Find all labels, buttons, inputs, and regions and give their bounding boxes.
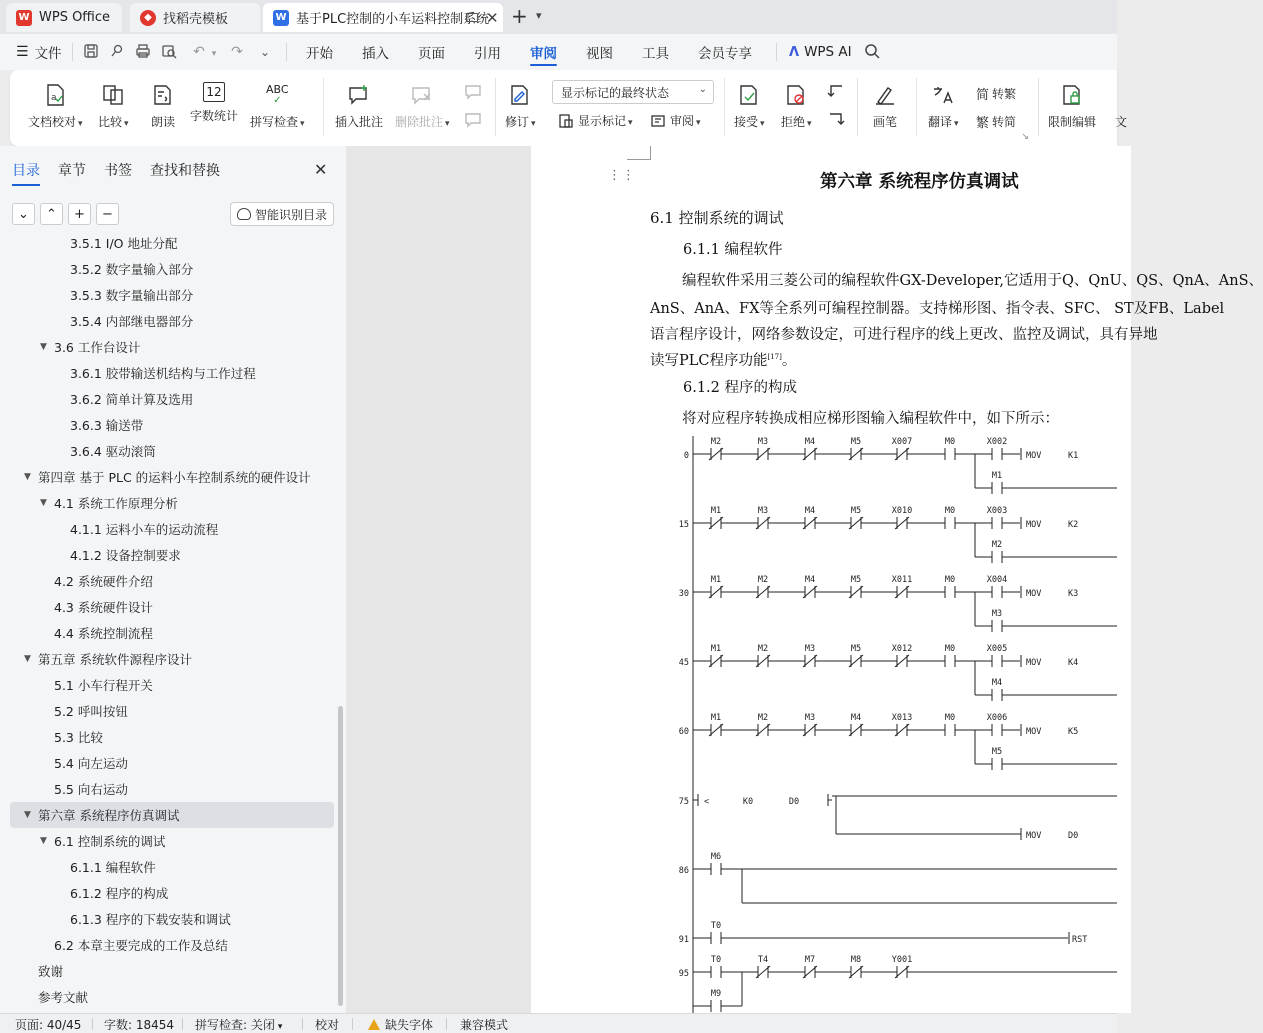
- toc-item[interactable]: [0, 568, 336, 594]
- contact-label: M3: [991, 609, 1003, 619]
- nav-tabs: [12, 160, 220, 180]
- tab-wps-office[interactable]: [6, 3, 122, 32]
- doc-check-label: 文档校对 ▾: [28, 113, 83, 130]
- contact-label: M3: [757, 506, 769, 516]
- paragraph-line: 编程软件采用三菱公司的编程软件GX-Developer,它适用于Q、QnU、QS、QnA、AnS、: [682, 273, 1263, 289]
- markup-mode-select[interactable]: [552, 80, 714, 104]
- contact-label: M1: [991, 471, 1003, 481]
- instruction: MOV: [1026, 658, 1042, 668]
- drag-handle-icon[interactable]: ⋮⋮: [608, 168, 636, 183]
- subsection-heading: 6.1.2 程序的构成: [683, 380, 798, 396]
- instruction-operand: K4: [1068, 658, 1079, 668]
- page-indicator[interactable]: 页面: 40/45: [15, 1018, 82, 1032]
- menu-view[interactable]: 视图: [586, 46, 613, 62]
- toc-item[interactable]: [0, 542, 336, 568]
- word-count-status[interactable]: 字数: 18454: [104, 1018, 175, 1032]
- contact-label: M8: [850, 955, 862, 965]
- compare-operator: <: [704, 797, 710, 807]
- next-comment-icon[interactable]: [463, 110, 487, 130]
- contact-label: X011: [891, 575, 913, 585]
- save-icon[interactable]: [82, 43, 100, 61]
- toc-item-label: 4.1.1 运料小车的运动流程: [70, 522, 219, 537]
- paragraph-text: 。: [781, 353, 797, 369]
- contact-label: X012: [891, 644, 913, 654]
- toc-item-label: 5.5 向右运动: [54, 782, 128, 797]
- writer-icon: W: [273, 10, 289, 26]
- toc-item[interactable]: [0, 828, 336, 854]
- toc-item[interactable]: [0, 984, 336, 1010]
- expand-arrow-icon[interactable]: ▼: [40, 498, 47, 508]
- contact-label: M2: [757, 575, 769, 585]
- contact-label: M3: [804, 713, 816, 723]
- smart-toc-icon: [237, 208, 251, 220]
- collapse-up-button[interactable]: ⌃: [40, 203, 63, 225]
- spell-check-label: 拼写检查 ▾: [250, 113, 305, 130]
- chevron-down-icon: ▾: [277, 1022, 283, 1032]
- translate-icon: [930, 82, 956, 108]
- review-pane-button[interactable]: [650, 112, 701, 129]
- file-menu[interactable]: [16, 34, 62, 70]
- to-traditional-label: 转繁: [992, 87, 1017, 101]
- insert-comment-icon: [346, 82, 372, 108]
- contact-label: M4: [804, 437, 816, 447]
- contact-label: T0: [710, 921, 722, 931]
- divider: [72, 43, 73, 61]
- menu-tools[interactable]: 工具: [642, 46, 669, 62]
- instruction: MOV: [1026, 451, 1042, 461]
- new-tab-icon[interactable]: +: [511, 4, 528, 28]
- status-bar: [0, 1013, 1117, 1033]
- share-icon[interactable]: [108, 43, 126, 61]
- toc-item[interactable]: [0, 490, 336, 516]
- step-number: 86: [678, 866, 689, 876]
- toc-item[interactable]: [0, 776, 336, 802]
- contact-label: X007: [891, 437, 913, 447]
- contact-label: M4: [991, 678, 1003, 688]
- toc-item[interactable]: [0, 854, 336, 880]
- toc-item-label: 3.5.1 I/O 地址分配: [70, 236, 178, 251]
- toc-item-label: 5.3 比较: [54, 730, 103, 745]
- read-aloud-icon: [150, 82, 176, 108]
- nav-tab-toc[interactable]: 目录: [12, 160, 40, 180]
- print-icon[interactable]: [134, 43, 152, 61]
- hamburger-icon: ☰: [16, 44, 29, 60]
- toc-item[interactable]: [0, 256, 336, 282]
- document-protect-label: 文: [1114, 115, 1127, 129]
- toc-item[interactable]: [0, 958, 336, 984]
- instruction: MOV: [1026, 589, 1042, 599]
- toc-item-label: 4.2 系统硬件介绍: [54, 574, 153, 589]
- paragraph-line: AnS、AnA、FX等全系列可编程控制器。支持梯形图、指令表、SFC、 ST及FB、Label: [650, 301, 1225, 317]
- contact-label: M0: [944, 506, 956, 516]
- insert-comment-button[interactable]: [335, 82, 383, 130]
- docer-icon: ◆: [140, 10, 156, 26]
- title-tab-bar: [0, 0, 1117, 34]
- divider: [776, 43, 777, 61]
- chevron-down-icon[interactable]: ▾: [536, 9, 542, 22]
- close-tab-icon[interactable]: ✕: [486, 8, 499, 27]
- review-pane-icon: [650, 113, 666, 129]
- toc-item[interactable]: [0, 360, 336, 386]
- toc-item-label: 3.5.4 内部继电器部分: [70, 314, 194, 329]
- toc-item-label: 4.4 系统控制流程: [54, 626, 153, 641]
- review-pane-label: 审阅 ▾: [670, 112, 701, 129]
- close-icon[interactable]: ✕: [314, 160, 328, 179]
- toc-item[interactable]: [0, 230, 336, 256]
- step-number: 0: [683, 451, 689, 461]
- divider: [446, 1018, 447, 1030]
- contact-label: M5: [850, 575, 862, 585]
- expand-down-button[interactable]: ⌄: [12, 203, 35, 225]
- page-crop-mark: [627, 146, 651, 160]
- markup-mode-value: 显示标记的最终状态: [561, 86, 670, 100]
- toc-item-label: 4.1.2 设备控制要求: [70, 548, 181, 563]
- toc-item-label: 5.2 呼叫按钮: [54, 704, 128, 719]
- lock-doc-icon: [1059, 82, 1085, 108]
- redo-icon[interactable]: ↷: [231, 44, 243, 60]
- show-markup-button[interactable]: [558, 112, 633, 129]
- review-ribbon: [10, 70, 1127, 146]
- contact-label: M4: [804, 575, 816, 585]
- contact-label: M0: [944, 437, 956, 447]
- toc-item-label: 第四章 基于 PLC 的运料小车控制系统的硬件设计: [38, 470, 311, 485]
- next-change-icon[interactable]: [826, 110, 850, 130]
- contact-label: M4: [804, 506, 816, 516]
- toc-item-label: 5.4 向左运动: [54, 756, 128, 771]
- contact-label: T4: [757, 955, 769, 965]
- divider: [323, 78, 324, 136]
- contact-label: M0: [944, 575, 956, 585]
- word-count-button[interactable]: [190, 82, 238, 124]
- add-heading-button[interactable]: +: [68, 203, 91, 225]
- compare-button[interactable]: [98, 82, 129, 130]
- contact-label: X005: [986, 644, 1008, 654]
- toc-item-label: 4.3 系统硬件设计: [54, 600, 153, 615]
- spell-check-icon: ABC ✓: [265, 83, 289, 106]
- restrict-edit-label: 限制编辑: [1048, 115, 1097, 129]
- undo-dropdown-icon[interactable]: ▾: [211, 49, 217, 59]
- paragraph-line: 语言程序设计，网络参数设定，可进行程序的线上更改、监控及调试，具有异地: [650, 327, 1158, 343]
- subsection-heading: 6.1.1 编程软件: [683, 242, 783, 258]
- accept-icon: [736, 82, 762, 108]
- warning-icon: [368, 1019, 380, 1030]
- toc-item-label: 3.6.4 驱动滚筒: [70, 444, 156, 459]
- menu-page[interactable]: 页面: [418, 46, 445, 62]
- contact-label: M2: [991, 540, 1003, 550]
- toc-item[interactable]: [0, 724, 336, 750]
- navigation-pane: [0, 146, 346, 1013]
- wps-ai-label: WPS AI: [804, 44, 852, 60]
- contact-label: M4: [850, 713, 862, 723]
- nav-tab-bookmarks[interactable]: 书签: [104, 163, 132, 179]
- tab-label: 找稻壳模板: [163, 12, 229, 27]
- more-chevron-icon[interactable]: ⌄: [259, 45, 271, 59]
- track-changes-icon: [507, 82, 533, 108]
- toc-item-label: 致谢: [38, 964, 64, 979]
- contact-label: X010: [891, 506, 913, 516]
- nav-scrollbar[interactable]: [338, 706, 343, 1006]
- expand-arrow-icon[interactable]: ▼: [40, 342, 47, 352]
- instruction: RST: [1072, 935, 1088, 945]
- toc-item[interactable]: [0, 698, 336, 724]
- toc-item[interactable]: [0, 464, 336, 490]
- tab-docer-templates[interactable]: [130, 3, 260, 32]
- toc-item[interactable]: [0, 282, 336, 308]
- section-heading: 6.1 控制系统的调试: [650, 209, 784, 227]
- divider: [495, 78, 496, 136]
- toc-item[interactable]: [0, 672, 336, 698]
- print-preview-icon[interactable]: [160, 43, 178, 61]
- missing-font-status[interactable]: [368, 1016, 433, 1033]
- step-number: 30: [678, 589, 689, 599]
- expand-arrow-icon[interactable]: ▼: [24, 472, 31, 482]
- delete-comment-label: 删除批注 ▾: [395, 113, 450, 130]
- to-traditional-button[interactable]: [976, 84, 1016, 103]
- spell-check-status[interactable]: [195, 1016, 282, 1033]
- instruction-operand: K1: [1068, 451, 1079, 461]
- accept-label: 接受 ▾: [734, 113, 765, 130]
- delete-comment-icon: [409, 82, 435, 108]
- chevron-down-icon: ⌄: [698, 84, 707, 95]
- toc-item-label: 6.1.1 编程软件: [70, 860, 156, 875]
- toc-item-label: 6.2 本章主要完成的工作及总结: [54, 938, 228, 953]
- contact-label: M5: [850, 437, 862, 447]
- accept-button[interactable]: [734, 82, 765, 130]
- revise-label: 修订 ▾: [505, 113, 536, 130]
- paragraph-line: [650, 349, 796, 370]
- doc-check-icon: [42, 82, 68, 108]
- expand-arrow-icon[interactable]: ▼: [40, 836, 47, 846]
- menu-insert[interactable]: 插入: [362, 46, 389, 62]
- reject-button[interactable]: [781, 82, 812, 130]
- toc-item[interactable]: [0, 906, 336, 932]
- toc-item[interactable]: [0, 880, 336, 906]
- step-number: 60: [678, 727, 689, 737]
- proofread-status[interactable]: 校对: [315, 1018, 340, 1032]
- divider: [182, 1018, 183, 1030]
- reject-icon: [783, 82, 809, 108]
- paragraph-line: 将对应程序转换成相应梯形图输入编程软件中，如下所示：: [682, 411, 1059, 427]
- contact-label: M5: [991, 747, 1003, 757]
- contact-label: M2: [710, 437, 722, 447]
- doc-icon: [1108, 82, 1134, 108]
- step-number: 95: [678, 969, 689, 979]
- ladder-diagram: [680, 432, 1117, 1013]
- contact-label: X013: [891, 713, 913, 723]
- instruction: MOV: [1026, 831, 1042, 841]
- divider: [724, 78, 725, 136]
- toc-item-label: 4.1 系统工作原理分析: [54, 496, 178, 511]
- divider: [286, 43, 287, 61]
- contact-label: M2: [757, 644, 769, 654]
- toc-item-label: 3.6.3 输送带: [70, 418, 144, 433]
- step-number: 45: [678, 658, 689, 668]
- monitor-icon: [466, 13, 478, 22]
- contact-label: X004: [986, 575, 1008, 585]
- pen-label: 画笔: [872, 115, 897, 129]
- contact-label: M3: [757, 437, 769, 447]
- show-markup-label: 显示标记 ▾: [578, 112, 633, 129]
- spell-check-status-label: 拼写检查: 关闭: [195, 1018, 275, 1032]
- revise-button[interactable]: [505, 82, 536, 130]
- word-count-icon: [203, 82, 225, 102]
- toc-item-label: 参考文献: [38, 990, 89, 1005]
- instruction-operand: K2: [1068, 520, 1079, 530]
- to-simplified-label: 转简: [992, 115, 1017, 129]
- divider: [1038, 78, 1039, 136]
- toc-item-label: 3.5.3 数字量输出部分: [70, 288, 194, 303]
- toc-item[interactable]: [0, 412, 336, 438]
- toc-item-label: 5.1 小车行程开关: [54, 678, 153, 693]
- contact-label: M0: [944, 713, 956, 723]
- contact-label: M1: [710, 575, 722, 585]
- toc-item-label: 第六章 系统程序仿真调试: [38, 808, 180, 823]
- toc-item-label: 6.1.2 程序的构成: [70, 886, 169, 901]
- instruction-operand: K5: [1068, 727, 1079, 737]
- wps-ai-icon: ᐱ: [789, 44, 800, 60]
- word-count-icon-text: 12: [206, 85, 222, 99]
- contact-label: M6: [710, 852, 722, 862]
- search-icon[interactable]: [863, 43, 881, 61]
- toc-item-label: 3.5.2 数字量输入部分: [70, 262, 194, 277]
- citation[interactable]: [17]: [767, 353, 782, 362]
- compare-operand: K0: [742, 797, 754, 807]
- contact-label: T0: [710, 955, 722, 965]
- nav-tab-chapters[interactable]: 章节: [58, 163, 86, 179]
- spell-check-button[interactable]: [250, 82, 305, 130]
- contact-label: X006: [986, 713, 1008, 723]
- remove-heading-button[interactable]: −: [96, 203, 119, 225]
- menu-home[interactable]: 开始: [306, 46, 333, 62]
- contact-label: M5: [850, 644, 862, 654]
- insert-comment-label: 插入批注: [335, 115, 384, 129]
- contact-label: M1: [710, 644, 722, 654]
- pen-icon: [872, 82, 898, 108]
- paragraph-text: 读写PLC程序功能: [650, 353, 768, 369]
- contact-label: X002: [986, 437, 1008, 447]
- expand-arrow-icon[interactable]: ▼: [24, 810, 31, 820]
- contact-label: M0: [944, 644, 956, 654]
- compare-label: 比较 ▾: [98, 113, 129, 130]
- toc-item[interactable]: [0, 750, 336, 776]
- tab-label: 基于PLC控制的小车运料控制系统: [296, 12, 490, 27]
- previous-comment-icon[interactable]: [463, 82, 487, 102]
- compare-operand: D0: [788, 797, 800, 807]
- toc-item-label: 6.1 控制系统的调试: [54, 834, 166, 849]
- toc-item[interactable]: [0, 594, 336, 620]
- contact-label: M5: [850, 506, 862, 516]
- menu-references[interactable]: 引用: [474, 46, 501, 62]
- toc-item[interactable]: [0, 646, 336, 672]
- contact-label: Y001: [891, 955, 913, 965]
- menu-review[interactable]: 审阅: [530, 34, 557, 70]
- divider: [302, 1018, 303, 1030]
- previous-change-icon[interactable]: [826, 82, 850, 102]
- toc-item[interactable]: [10, 802, 334, 828]
- toc-item[interactable]: [0, 438, 336, 464]
- undo-icon[interactable]: ↶: [193, 44, 205, 60]
- compare-icon: [100, 82, 126, 108]
- translate-button[interactable]: [928, 82, 959, 130]
- menu-membership[interactable]: 会员专享: [698, 46, 752, 62]
- smart-toc-button[interactable]: [230, 202, 334, 226]
- instruction: MOV: [1026, 727, 1042, 737]
- translate-label: 翻译 ▾: [928, 113, 959, 130]
- chapter-title: 第六章 系统程序仿真调试: [820, 172, 1019, 192]
- pen-button[interactable]: [872, 82, 898, 130]
- read-aloud-button[interactable]: [150, 82, 176, 130]
- toc-item-label: 第五章 系统软件源程序设计: [38, 652, 192, 667]
- divider: [916, 78, 917, 136]
- document-protect-button[interactable]: [1108, 82, 1134, 130]
- toc-item-label: 3.6.1 胶带输送机结构与工作过程: [70, 366, 256, 381]
- toc-item[interactable]: [0, 932, 336, 958]
- divider: [92, 1018, 93, 1030]
- instruction-operand: D0: [1068, 831, 1079, 841]
- to-simplified-button[interactable]: [976, 112, 1016, 131]
- toc-item-label: 6.1.3 程序的下载安装和调试: [70, 912, 231, 927]
- svg-text:a: a: [51, 93, 57, 103]
- contact-label: M1: [710, 713, 722, 723]
- toc-item-label: 3.6.2 简单计算及选用: [70, 392, 194, 407]
- contact-label: M1: [710, 506, 722, 516]
- tab-label: WPS Office: [39, 10, 111, 25]
- dialog-launcher-icon[interactable]: ↘: [1021, 132, 1029, 142]
- restrict-edit-button[interactable]: [1048, 82, 1096, 130]
- toc-item-label: 3.6 工作台设计: [54, 340, 141, 355]
- doc-check-button[interactable]: [28, 82, 83, 130]
- toc-list: [0, 236, 336, 1013]
- contact-label: M2: [757, 713, 769, 723]
- toc-item[interactable]: [0, 620, 336, 646]
- divider: [352, 1018, 353, 1030]
- simplified-icon: 繁: [976, 116, 990, 131]
- traditional-icon: 简: [976, 88, 990, 103]
- menu-bar: [0, 34, 1117, 70]
- contact-label: X003: [986, 506, 1008, 516]
- divider: [857, 78, 858, 136]
- smart-toc-label: 智能识别目录: [254, 207, 327, 222]
- contact-label: M9: [710, 989, 722, 999]
- reject-label: 拒绝 ▾: [781, 113, 812, 130]
- expand-arrow-icon[interactable]: ▼: [24, 654, 31, 664]
- step-number: 91: [678, 935, 689, 945]
- contact-label: M7: [804, 955, 816, 965]
- toc-item[interactable]: [0, 516, 336, 542]
- delete-comment-button[interactable]: [395, 82, 450, 130]
- wps-ai-button[interactable]: [789, 34, 852, 70]
- tab-document[interactable]: [263, 3, 503, 32]
- compat-mode-status: 兼容模式: [460, 1018, 509, 1032]
- file-menu-label: 文件: [34, 46, 62, 62]
- toc-item[interactable]: [0, 386, 336, 412]
- toc-item[interactable]: [0, 334, 336, 360]
- step-number: 75: [678, 797, 689, 807]
- toc-item[interactable]: [0, 308, 336, 334]
- missing-font-label: 缺失字体: [385, 1018, 434, 1032]
- spell-icon-text: ABC: [265, 83, 289, 96]
- instruction-operand: K3: [1068, 589, 1079, 599]
- wps-logo-icon: W: [16, 10, 32, 26]
- nav-tab-find-replace[interactable]: 查找和替换: [150, 163, 220, 179]
- instruction: MOV: [1026, 520, 1042, 530]
- contact-label: M3: [804, 644, 816, 654]
- step-number: 15: [678, 520, 689, 530]
- show-markup-icon: [558, 113, 574, 129]
- word-count-label: 字数统计: [190, 109, 239, 123]
- read-aloud-label: 朗读: [150, 115, 175, 129]
